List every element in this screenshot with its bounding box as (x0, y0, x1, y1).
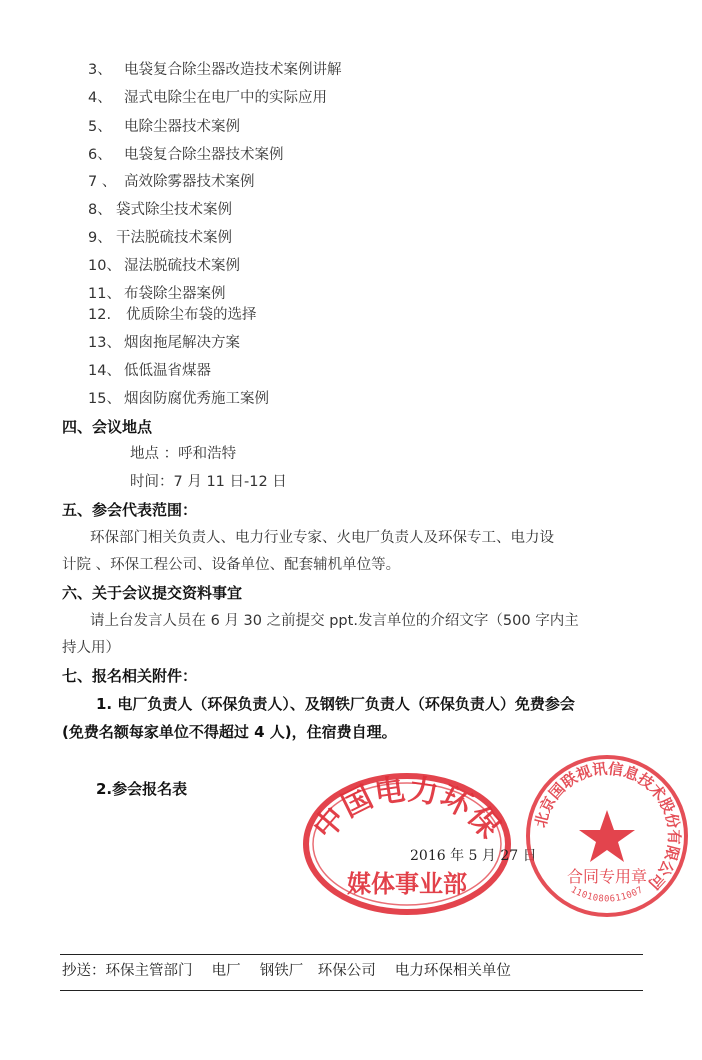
list-item: 4、 湿式电除尘在电厂中的实际应用 (88, 90, 327, 106)
list-item: 5、 电除尘器技术案例 (88, 119, 240, 135)
stamp-right-center-text: 合同专用章 (566, 867, 648, 886)
meeting-time: 时间：7 月 11 日-12 日 (130, 474, 287, 490)
list-item: 11、 布袋除尘器案例 (88, 286, 226, 302)
section-heading: 六、关于会议提交资料事宜 (62, 584, 243, 602)
stamp-left-bottom-text: 媒体事业部 (347, 869, 467, 898)
list-item: 14、 低低温省煤器 (88, 363, 211, 379)
list-item: 7 、 高效除雾器技术案例 (88, 174, 255, 190)
section-heading: 五、参会代表范围： (62, 501, 198, 519)
list-item: 10、 湿法脱硫技术案例 (88, 258, 240, 274)
divider (60, 954, 643, 955)
seal-stamp-right (523, 752, 691, 920)
list-item: 15、 烟囱防腐优秀施工案例 (88, 391, 269, 407)
paragraph-line: 请上台发言人员在 6 月 30 之前提交 ppt.发言单位的介绍文字（500 字内主 (90, 613, 579, 629)
list-item: 12. 优质除尘布袋的选择 (88, 307, 257, 323)
list-item: 13、 烟囱拖尾解决方案 (88, 335, 240, 351)
seal-stamp-left (300, 768, 514, 916)
paragraph-line: 持人用） (62, 640, 120, 656)
list-item: 6、 电袋复合除尘器技术案例 (88, 147, 284, 163)
meeting-location: 地点 ：呼和浩特 (130, 446, 237, 462)
list-item: 3、 电袋复合除尘器改造技术案例讲解 (88, 62, 342, 78)
paragraph-line: 环保部门相关负责人、电力行业专家、火电厂负责人及环保专工、电力设 (90, 530, 554, 546)
attachment-item: 1. 电厂负责人（环保负责人）、及钢铁厂负责人（环保负责人）免费参会 (96, 695, 575, 713)
list-item: 8、 袋式除尘技术案例 (88, 202, 232, 218)
stamp-left-top-text: 中国电力环保 (306, 772, 508, 847)
divider (60, 990, 643, 991)
attachment-item: (免费名额每家单位不得超过 4 人)，住宿费自理。 (62, 723, 397, 741)
svg-text:1101080611007 (569, 885, 645, 904)
attachment-item: 2.参会报名表 (96, 780, 188, 798)
list-item: 9、 干法脱硫技术案例 (88, 230, 232, 246)
document-date: 2016 年 5 月 27 日 (410, 848, 537, 864)
star-icon (579, 810, 635, 862)
section-heading: 七、报名相关附件： (62, 667, 198, 685)
cc-distribution: 抄送：环保主管部门 电厂 钢铁厂 环保公司 电力环保相关单位 (62, 963, 511, 979)
stamp-right-number: 1101080611007 (568, 885, 646, 905)
section-heading: 四、会议地点 (62, 418, 153, 436)
paragraph-line: 计院 、环保工程公司、设备单位、配套辅机单位等。 (62, 557, 401, 573)
stamp-right-ring-text: 北京国联视讯信息技术股份有限公司 (531, 759, 684, 893)
